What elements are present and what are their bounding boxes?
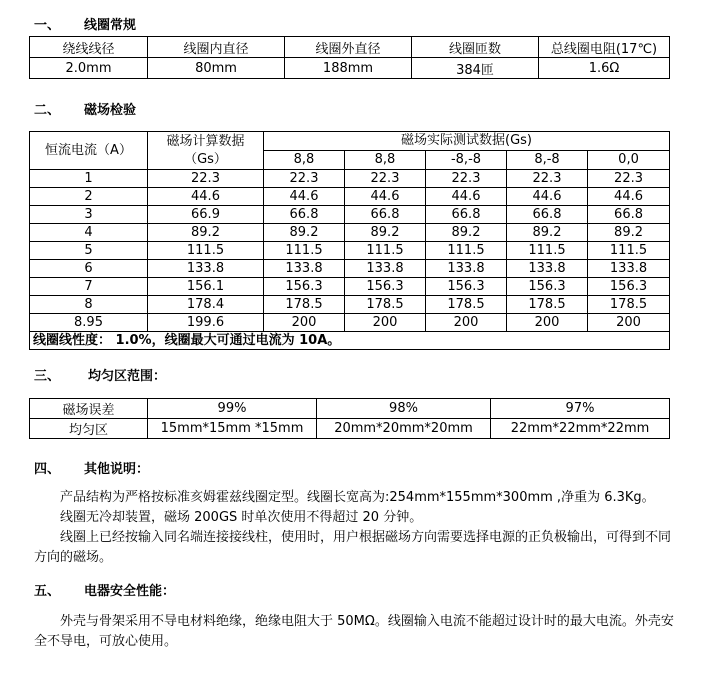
table-row xyxy=(30,296,670,314)
table-row xyxy=(30,224,670,242)
safety-paragraph: 外壳与骨架采用不导电材料绝缘，绝缘电阻大于 50MΩ。线圈输入电流不能超过设计时的最大电流。外壳安全不导电，可放心使用。 xyxy=(34,614,674,649)
table-header-cell: 线圈内直径 xyxy=(148,37,285,58)
measured-cell: 66.8 xyxy=(426,206,507,224)
table-row xyxy=(30,170,670,188)
measured-cell: 44.6 xyxy=(426,188,507,206)
current-header: 恒流电流（A） xyxy=(30,132,148,170)
measured-cell: 44.6 xyxy=(507,188,588,206)
section-heading-mag-test xyxy=(34,99,136,118)
section-heading-safety xyxy=(34,580,175,599)
current-cell: 4 xyxy=(30,224,148,242)
measured-cell: 111.5 xyxy=(264,242,345,260)
calc-header-line2: （Gs） xyxy=(184,151,227,167)
table-row xyxy=(30,419,670,439)
coil-spec-table xyxy=(29,36,670,79)
measured-cell: 66.8 xyxy=(264,206,345,224)
measured-cell: 133.8 xyxy=(426,260,507,278)
measured-cell: 200 xyxy=(345,314,426,332)
current-cell: 3 xyxy=(30,206,148,224)
table-header-cell: 线圈外直径 xyxy=(285,37,412,58)
current-cell: 5 xyxy=(30,242,148,260)
table-row xyxy=(30,278,670,296)
measured-cell: 156.3 xyxy=(426,278,507,296)
calc-cell: 199.6 xyxy=(148,314,264,332)
table-row xyxy=(30,206,670,224)
calc-header xyxy=(148,132,264,170)
measured-cell: 22.3 xyxy=(588,170,670,188)
measured-cell: 66.8 xyxy=(345,206,426,224)
table-cell: 188mm xyxy=(285,58,412,79)
current-cell: 7 xyxy=(30,278,148,296)
measured-cell: 133.8 xyxy=(507,260,588,278)
note-paragraph: 产品结构为严格按标准亥姆霍兹线圈定型。线圈长宽高为:254mm*155mm*300mm ,净重为 6.3Kg。 xyxy=(60,490,655,505)
section-number: 三、 xyxy=(34,369,61,384)
current-cell: 8 xyxy=(30,296,148,314)
current-cell: 6 xyxy=(30,260,148,278)
table-cell: 97% xyxy=(491,399,670,419)
section-number: 一、 xyxy=(34,18,61,33)
table-cell: 384匝 xyxy=(412,58,539,79)
table-cell: 99% xyxy=(148,399,317,419)
note-paragraph: 线圈无冷却装置，磁场 200GS 时单次使用不得超过 20 分钟。 xyxy=(60,510,423,525)
measured-cell: 89.2 xyxy=(426,224,507,242)
calc-cell: 156.1 xyxy=(148,278,264,296)
section-title: 其他说明： xyxy=(84,462,150,477)
calc-cell: 66.9 xyxy=(148,206,264,224)
position-header: 8,8 xyxy=(345,151,426,170)
measured-cell: 89.2 xyxy=(507,224,588,242)
table-header-cell: 绕线线径 xyxy=(30,37,148,58)
measured-cell: 178.5 xyxy=(264,296,345,314)
table-header-cell: 线圈匝数 xyxy=(412,37,539,58)
measured-cell: 156.3 xyxy=(264,278,345,296)
table-cell: 2.0mm xyxy=(30,58,148,79)
section-title: 线圈常规 xyxy=(84,18,137,33)
linearity-note: 线圈线性度： 1.0%，线圈最大可通过电流为 10A。 xyxy=(30,332,670,350)
section-number: 四、 xyxy=(34,462,61,477)
current-cell: 8.95 xyxy=(30,314,148,332)
section-number: 二、 xyxy=(34,103,61,118)
calc-cell: 22.3 xyxy=(148,170,264,188)
measured-cell: 178.5 xyxy=(426,296,507,314)
measured-cell: 22.3 xyxy=(264,170,345,188)
measured-cell: 111.5 xyxy=(588,242,670,260)
calc-cell: 44.6 xyxy=(148,188,264,206)
measured-cell: 89.2 xyxy=(588,224,670,242)
table-cell: 1.6Ω xyxy=(539,58,670,79)
measured-cell: 178.5 xyxy=(507,296,588,314)
measured-cell: 44.6 xyxy=(588,188,670,206)
measured-cell: 156.3 xyxy=(345,278,426,296)
calc-header-line1: 磁场计算数据 xyxy=(166,133,245,149)
position-header: 0,0 xyxy=(588,151,670,170)
current-cell: 2 xyxy=(30,188,148,206)
table-cell: 20mm*20mm*20mm xyxy=(317,419,491,439)
table-row xyxy=(30,58,670,79)
table-row xyxy=(30,260,670,278)
measured-cell: 66.8 xyxy=(588,206,670,224)
measured-cell: 200 xyxy=(426,314,507,332)
uniform-region-table xyxy=(29,398,670,439)
field-table-body xyxy=(30,170,670,332)
table-cell: 22mm*22mm*22mm xyxy=(491,419,670,439)
section-title: 均匀区范围： xyxy=(88,369,167,384)
measured-cell: 178.5 xyxy=(345,296,426,314)
table-cell: 98% xyxy=(317,399,491,419)
measured-cell: 89.2 xyxy=(264,224,345,242)
measured-cell: 89.2 xyxy=(345,224,426,242)
calc-cell: 111.5 xyxy=(148,242,264,260)
measured-cell: 44.6 xyxy=(264,188,345,206)
measured-cell: 133.8 xyxy=(264,260,345,278)
position-header: -8,-8 xyxy=(426,151,507,170)
table-header-cell: 总线圈电阻(17℃) xyxy=(539,37,670,58)
measured-cell: 111.5 xyxy=(426,242,507,260)
table-header-row xyxy=(30,132,670,151)
measured-cell: 22.3 xyxy=(507,170,588,188)
position-header: 8,-8 xyxy=(507,151,588,170)
section-title: 电器安全性能： xyxy=(84,584,176,599)
measured-header: 磁场实际测试数据(Gs) xyxy=(264,132,670,151)
measured-cell: 200 xyxy=(264,314,345,332)
measured-cell: 22.3 xyxy=(345,170,426,188)
table-cell: 80mm xyxy=(148,58,285,79)
measured-cell: 66.8 xyxy=(507,206,588,224)
table-footer-row xyxy=(30,332,670,350)
measured-cell: 200 xyxy=(507,314,588,332)
table-row xyxy=(30,242,670,260)
measured-cell: 156.3 xyxy=(507,278,588,296)
measured-cell: 111.5 xyxy=(345,242,426,260)
measured-cell: 178.5 xyxy=(588,296,670,314)
section-heading-coil-spec xyxy=(34,14,136,33)
current-cell: 1 xyxy=(30,170,148,188)
table-cell: 15mm*15mm *15mm xyxy=(148,419,317,439)
section-heading-uniform xyxy=(34,365,166,384)
measured-cell: 200 xyxy=(588,314,670,332)
note-paragraph: 线圈上已经按输入同名端连接接线柱，使用时，用户根据磁场方向需要选择电源的正负极输出，可得到不同方向的磁场。 xyxy=(34,530,672,565)
measured-cell: 111.5 xyxy=(507,242,588,260)
calc-cell: 178.4 xyxy=(148,296,264,314)
measured-cell: 133.8 xyxy=(588,260,670,278)
measured-cell: 44.6 xyxy=(345,188,426,206)
section-title: 磁场检验 xyxy=(84,103,137,118)
measured-cell: 156.3 xyxy=(588,278,670,296)
table-row xyxy=(30,188,670,206)
table-header-row xyxy=(30,37,670,58)
table-cell: 磁场误差 xyxy=(30,399,148,419)
table-row xyxy=(30,399,670,419)
measured-cell: 22.3 xyxy=(426,170,507,188)
section-heading-other xyxy=(34,458,149,477)
calc-cell: 89.2 xyxy=(148,224,264,242)
section-number: 五、 xyxy=(34,584,61,599)
position-header: 8,8 xyxy=(264,151,345,170)
field-test-table xyxy=(29,131,670,350)
table-cell: 均匀区 xyxy=(30,419,148,439)
measured-cell: 133.8 xyxy=(345,260,426,278)
calc-cell: 133.8 xyxy=(148,260,264,278)
table-row xyxy=(30,314,670,332)
